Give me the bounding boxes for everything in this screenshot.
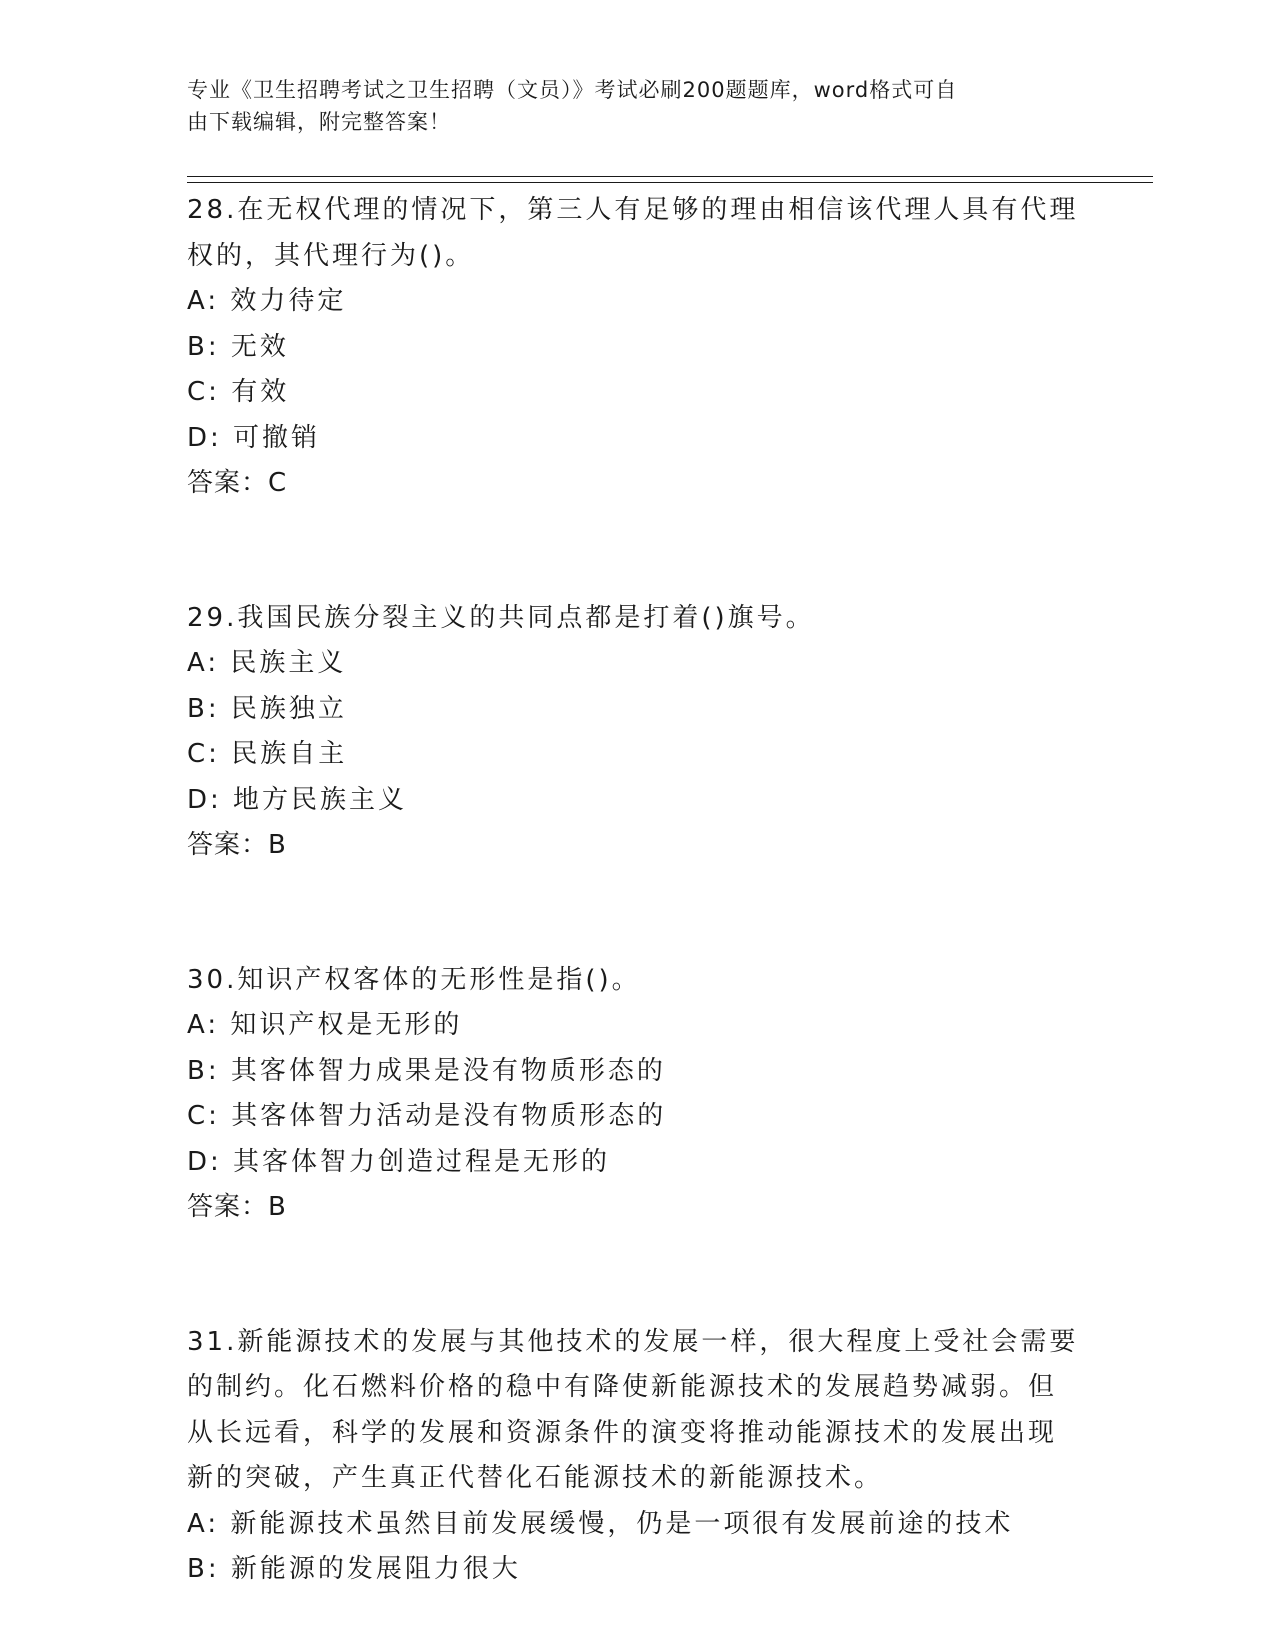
question-stem-line: 的制约。化石燃料价格的稳中有降使新能源技术的发展趋势减弱。但 bbox=[187, 1372, 1058, 1402]
option-text: 民族独立 bbox=[230, 693, 347, 724]
header-line-2: 由下载编辑，附完整答案！ bbox=[187, 110, 451, 134]
question-28 bbox=[187, 188, 1087, 507]
question-stem-line: 新的突破，产生真正代替化石能源技术的新能源技术。 bbox=[187, 1463, 884, 1493]
option-text: 效力待定 bbox=[230, 286, 347, 316]
option-a bbox=[187, 279, 1087, 325]
option-b bbox=[187, 687, 1087, 733]
answer-line: 答案：B bbox=[187, 830, 287, 860]
option-text: 民族主义 bbox=[230, 648, 347, 678]
option-key: D: bbox=[187, 784, 222, 815]
option-d bbox=[187, 1140, 1087, 1186]
option-b bbox=[187, 1049, 1087, 1095]
option-b bbox=[187, 1547, 1087, 1593]
option-a bbox=[187, 1003, 1087, 1049]
question-29 bbox=[187, 596, 1087, 869]
option-text: 有效 bbox=[231, 377, 290, 407]
option-d bbox=[187, 416, 1087, 462]
option-c bbox=[187, 732, 1087, 778]
option-text: 民族自主 bbox=[231, 739, 348, 769]
option-key: B: bbox=[187, 331, 220, 362]
answer-line: 答案：C bbox=[187, 468, 288, 498]
option-b bbox=[187, 325, 1087, 371]
option-d bbox=[187, 778, 1087, 824]
answer-line: 答案：B bbox=[187, 1192, 287, 1222]
option-key: A: bbox=[187, 286, 220, 316]
option-text: 地方民族主义 bbox=[233, 784, 408, 815]
option-key: B: bbox=[187, 1055, 220, 1086]
option-text: 其客体智力成果是没有物质形态的 bbox=[230, 1055, 666, 1086]
option-key: A: bbox=[187, 648, 220, 678]
option-key: C: bbox=[187, 377, 220, 407]
option-key: A: bbox=[187, 1508, 220, 1539]
option-key: A: bbox=[187, 1010, 220, 1040]
option-key: D: bbox=[187, 1146, 222, 1177]
option-text: 新能源的发展阻力很大 bbox=[230, 1554, 521, 1584]
option-key: D: bbox=[187, 422, 222, 453]
document-header bbox=[187, 74, 1067, 138]
question-31 bbox=[187, 1320, 1087, 1593]
header-divider-top bbox=[187, 176, 1153, 177]
option-c bbox=[187, 1094, 1087, 1140]
question-stem-line: 28.在无权代理的情况下，第三人有足够的理由相信该代理人具有代理 bbox=[187, 195, 1079, 225]
option-key: C: bbox=[187, 739, 220, 769]
option-a bbox=[187, 641, 1087, 687]
question-stem-line: 权的，其代理行为()。 bbox=[187, 240, 475, 271]
question-30 bbox=[187, 958, 1087, 1231]
option-key: B: bbox=[187, 1554, 220, 1584]
question-stem-line: 29.我国民族分裂主义的共同点都是打着()旗号。 bbox=[187, 602, 815, 633]
question-stem bbox=[187, 188, 1087, 279]
option-text: 新能源技术虽然目前发展缓慢，仍是一项很有发展前途的技术 bbox=[230, 1508, 1014, 1539]
option-c bbox=[187, 370, 1087, 416]
option-key: C: bbox=[187, 1101, 220, 1131]
option-text: 可撤销 bbox=[233, 422, 321, 453]
question-stem-line: 31.新能源技术的发展与其他技术的发展一样，很大程度上受社会需要 bbox=[187, 1326, 1079, 1357]
option-key: B: bbox=[187, 693, 220, 724]
option-a bbox=[187, 1502, 1087, 1548]
option-text: 其客体智力创造过程是无形的 bbox=[233, 1146, 611, 1177]
option-text: 其客体智力活动是没有物质形态的 bbox=[231, 1101, 667, 1131]
header-divider-bottom bbox=[187, 182, 1153, 183]
option-text: 无效 bbox=[230, 331, 289, 362]
header-line-1: 专业《卫生招聘考试之卫生招聘（文员）》考试必刷200题题库，word格式可自 bbox=[187, 78, 958, 102]
question-stem-line: 从长远看，科学的发展和资源条件的演变将推动能源技术的发展出现 bbox=[187, 1417, 1058, 1448]
option-text: 知识产权是无形的 bbox=[230, 1010, 463, 1040]
question-stem-line: 30.知识产权客体的无形性是指()。 bbox=[187, 964, 641, 995]
question-stem bbox=[187, 596, 1087, 642]
question-stem bbox=[187, 958, 1087, 1004]
question-list bbox=[187, 188, 1087, 1593]
question-stem bbox=[187, 1320, 1087, 1502]
